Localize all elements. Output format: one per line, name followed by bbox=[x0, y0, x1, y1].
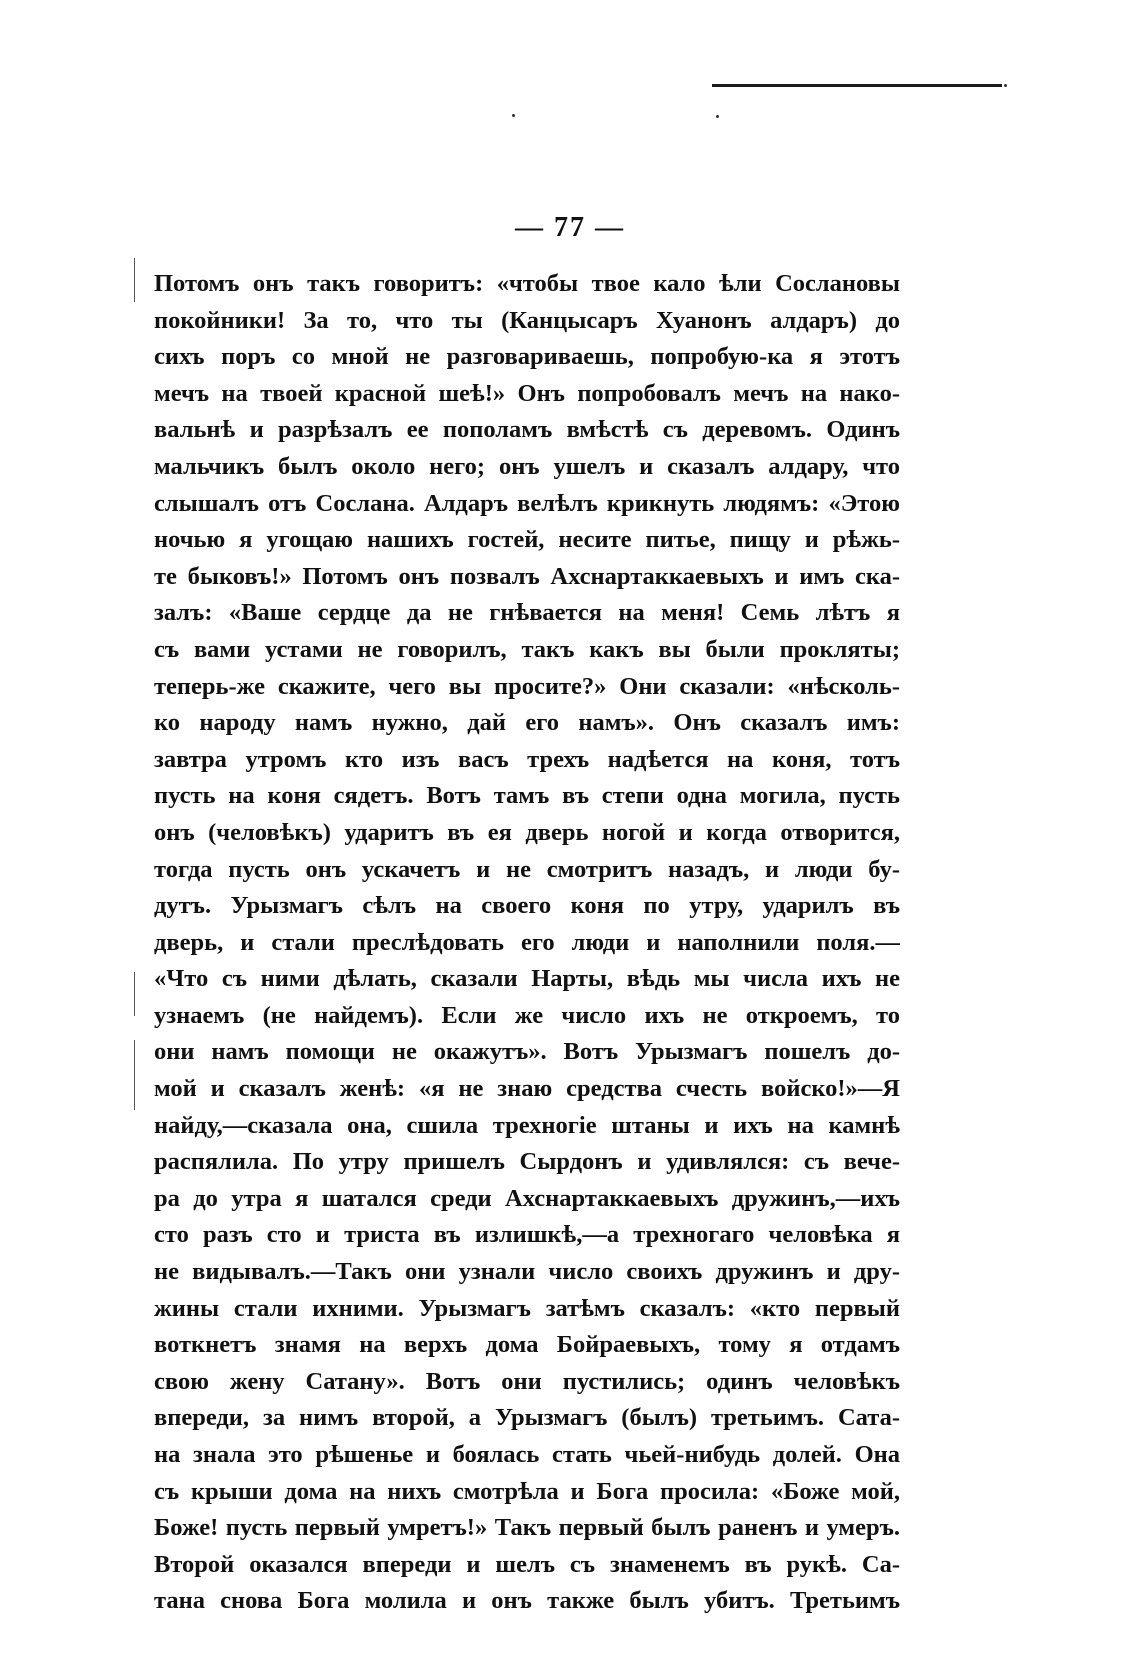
text-line: залъ: «Ваше сердце да не гнѣвается на меня! Семь лѣтъ я bbox=[154, 599, 900, 627]
text-line: тогда пусть онъ ускачетъ и не смотритъ назадъ, и люди бу- bbox=[154, 855, 900, 883]
text-line: «Что съ ними дѣлать, сказали Нарты, вѣдь мы числа ихъ не bbox=[154, 965, 900, 993]
scan-speck bbox=[716, 115, 719, 118]
text-line: найду,—сказала она, сшила трехногіе штаны и ихъ на камнѣ bbox=[154, 1111, 900, 1139]
text-line: сихъ поръ со мной не разговариваешь, попробую-ка я этотъ bbox=[154, 343, 900, 371]
text-line: не видывалъ.—Такъ они узнали число своихъ дружинъ и дру- bbox=[154, 1258, 900, 1286]
text-line: узнаемъ (не найдемъ). Если же число ихъ не откроемъ, то bbox=[154, 1001, 900, 1029]
text-line: покойники! За то, что ты (Канцысаръ Хуанонъ алдаръ) до bbox=[154, 306, 900, 334]
text-line: ночью я угощаю нашихъ гостей, несите питье, пищу и рѣжь- bbox=[154, 526, 900, 554]
text-line: Боже! пусть первый умретъ!» Такъ первый былъ раненъ и умеръ. bbox=[154, 1514, 900, 1542]
text-line: дверь, и стали преслѣдовать его люди и наполнили поля.— bbox=[154, 928, 900, 956]
text-line: жины стали ихними. Урызмагъ затѣмъ сказалъ: «кто первый bbox=[154, 1294, 900, 1322]
margin-mark bbox=[134, 258, 135, 302]
text-line: онъ (человѣкъ) ударитъ въ ея дверь ногой и когда отворится, bbox=[154, 818, 900, 846]
scan-speck bbox=[1004, 84, 1007, 87]
text-line: завтра утромъ кто изъ васъ трехъ надѣется на коня, тотъ bbox=[154, 745, 900, 773]
text-line: свою жену Сатану». Вотъ они пустились; одинъ человѣкъ bbox=[154, 1367, 900, 1395]
body-text bbox=[154, 266, 900, 1620]
text-line: на знала это рѣшенье и боялась стать чьей-нибудь долей. Она bbox=[154, 1441, 900, 1468]
text-line: впереди, за нимъ второй, а Урызмагъ (былъ) третьимъ. Сата- bbox=[154, 1404, 900, 1432]
text-line: теперь-же скажите, чего вы просите?» Они сказали: «нѣсколь- bbox=[154, 672, 900, 700]
text-line: съ вами устами не говорилъ, такъ какъ вы были прокляты; bbox=[154, 635, 900, 663]
text-line: тана снова Бога молила и онъ также былъ убитъ. Третьимъ bbox=[154, 1587, 900, 1615]
page-number: — 77 — bbox=[515, 212, 625, 243]
scan-speck bbox=[512, 114, 515, 117]
text-line: они намъ помощи не окажутъ». Вотъ Урызмагъ пошелъ до- bbox=[154, 1038, 900, 1066]
text-line: Второй оказался впереди и шелъ съ знаменемъ въ рукѣ. Са- bbox=[154, 1550, 900, 1578]
text-line: пусть на коня сядетъ. Вотъ тамъ въ степи одна могила, пусть bbox=[154, 782, 900, 810]
text-line: сто разъ сто и триста въ излишкѣ,—а трехногаго человѣка я bbox=[154, 1221, 900, 1249]
text-line: слышалъ отъ Сослана. Алдаръ велѣлъ крикнуть людямъ: «Этою bbox=[154, 489, 900, 517]
margin-mark bbox=[134, 972, 135, 1016]
text-line: мальчикъ былъ около него; онъ ушелъ и сказалъ алдару, что bbox=[154, 452, 900, 480]
text-line: дутъ. Урызмагъ сѣлъ на своего коня по утру, ударилъ въ bbox=[154, 892, 900, 920]
text-line: Потомъ онъ такъ говоритъ: «чтобы твое кало ѣли Сослановы bbox=[154, 270, 900, 297]
text-line: вальнѣ и разрѣзалъ ее пополамъ вмѣстѣ съ деревомъ. Одинъ bbox=[154, 416, 900, 444]
text-line: распялила. По утру пришелъ Сырдонъ и удивлялся: съ вече- bbox=[154, 1148, 900, 1176]
text-line: ко народу намъ нужно, дай его намъ». Онъ сказалъ имъ: bbox=[154, 709, 900, 737]
top-printed-rule bbox=[712, 84, 1002, 87]
text-line: воткнетъ знамя на верхъ дома Бойраевыхъ, тому я отдамъ bbox=[154, 1331, 900, 1359]
text-line: мой и сказалъ женѣ: «я не знаю средства счесть войско!»—Я bbox=[154, 1075, 900, 1103]
text-line: ра до утра я шатался среди Ахснартаккаевыхъ дружинъ,—ихъ bbox=[154, 1184, 900, 1212]
text-line: мечъ на твоей красной шеѣ!» Онъ попробовалъ мечъ на нако- bbox=[154, 379, 900, 407]
text-line: те быковъ!» Потомъ онъ позвалъ Ахснартаккаевыхъ и имъ ска- bbox=[154, 562, 900, 590]
margin-mark bbox=[134, 1040, 135, 1110]
text-line: съ крыши дома на нихъ смотрѣла и Бога просила: «Боже мой, bbox=[154, 1477, 900, 1505]
